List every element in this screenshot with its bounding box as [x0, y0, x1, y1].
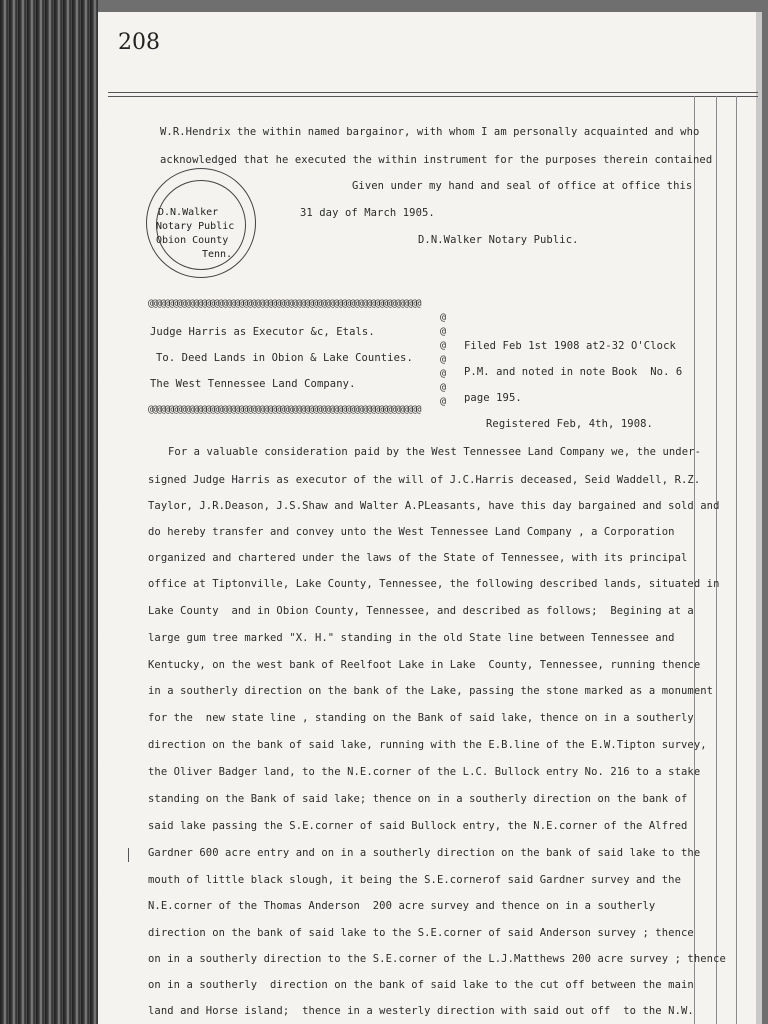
seal-text: Tenn. — [202, 249, 233, 260]
deed-line: signed Judge Harris as executor of the will of J.C.Harris deceased, Seid Waddell, R.Z. — [148, 474, 701, 486]
caption-border-side: @ — [440, 368, 447, 379]
deed-line: in a southerly direction on the bank of the Lake, passing the stone marked as a monument — [148, 685, 714, 697]
notary-signature: D.N.Walker Notary Public. — [418, 234, 579, 246]
caption-border-side: @ — [440, 396, 447, 407]
registered-note: Registered Feb, 4th, 1908. — [486, 418, 653, 430]
filing-note: page 195. — [464, 392, 522, 404]
deed-line: direction on the bank of said lake, running with the E.B.line of the E.W.Tipton survey, — [148, 739, 707, 751]
caption-border-top: @@@@@@@@@@@@@@@@@@@@@@@@@@@@@@@@@@@@@@@@@@@@@@@@@@@@@@@@@@@@@@@@@@ — [148, 298, 420, 309]
deed-line: Lake County and in Obion County, Tennessee, and described as follows; Begining at a — [148, 605, 694, 617]
deed-line: Kentucky, on the west bank of Reelfoot Lake in Lake County, Tennessee, running thence — [148, 659, 701, 671]
deed-line: Taylor, J.R.Deason, J.S.Shaw and Walter A.PLeasants, have this day bargained and sold and — [148, 500, 720, 512]
caption-border-side: @ — [440, 312, 447, 323]
caption-border-side: @ — [440, 326, 447, 337]
caption-border-bottom: @@@@@@@@@@@@@@@@@@@@@@@@@@@@@@@@@@@@@@@@@@@@@@@@@@@@@@@@@@@@@@@@@@ — [148, 404, 420, 415]
ack-date: 31 day of March 1905. — [300, 207, 435, 219]
caption-border-side: @ — [440, 340, 447, 351]
ack-line: Given under my hand and seal of office at office this — [352, 180, 693, 192]
ack-line: acknowledged that he executed the within instrument for the purposes therein contained — [160, 154, 713, 166]
caption-instrument: To. Deed Lands in Obion & Lake Counties. — [156, 352, 413, 364]
deed-line: do hereby transfer and convey unto the West Tennessee Land Company , a Corporation — [148, 526, 675, 538]
deed-line: on in a southerly direction on the bank of said lake to the cut off between the main — [148, 979, 694, 991]
deed-line: Gardner 600 acre entry and on in a southerly direction on the bank of said lake to the — [148, 847, 701, 859]
seal-text: Notary Public — [156, 221, 235, 232]
caption-border-side: @ — [440, 354, 447, 365]
deed-line: said lake passing the S.E.corner of said Bullock entry, the N.E.corner of the Alfred — [148, 820, 688, 832]
deed-line: office at Tiptonville, Lake County, Tennessee, the following described lands, situated in — [148, 578, 720, 590]
caption-parties: Judge Harris as Executor &c, Etals. — [150, 326, 375, 338]
caption-grantee: The West Tennessee Land Company. — [150, 378, 356, 390]
deed-line: direction on the bank of said lake to the S.E.corner of said Anderson survey ; thence — [148, 927, 694, 939]
seal-text: D.N.Walker — [158, 207, 219, 218]
deed-line: N.E.corner of the Thomas Anderson 200 acre survey and thence on in a southerly — [148, 900, 656, 912]
deed-line: large gum tree marked "X. H." standing in the old State line between Tennessee and — [148, 632, 675, 644]
deed-line: the Oliver Badger land, to the N.E.corner of the L.C. Bullock entry No. 216 to a stake — [148, 766, 701, 778]
deed-line: organized and chartered under the laws of the State of Tennessee, with its principal — [148, 552, 688, 564]
deed-line: for the new state line , standing on the Bank of said lake, thence on in a southerly — [148, 712, 694, 724]
page-edge — [756, 12, 762, 1024]
top-rule — [108, 92, 758, 97]
filing-note: P.M. and noted in note Book No. 6 — [464, 366, 683, 378]
deed-line: mouth of little black slough, it being the S.E.cornerof said Gardner survey and the — [148, 874, 681, 886]
column-rule — [736, 96, 737, 1024]
deed-line: standing on the Bank of said lake; thence on in a southerly direction on the bank of — [148, 793, 688, 805]
column-rule — [694, 96, 695, 1024]
caption-border-side: @ — [440, 382, 447, 393]
book-binding — [0, 0, 98, 1024]
filing-note: Filed Feb 1st 1908 at2-32 O'Clock — [464, 340, 676, 352]
deed-line: on in a southerly direction to the S.E.corner of the L.J.Matthews 200 acre survey ; thence — [148, 953, 726, 965]
ack-line: W.R.Hendrix the within named bargainor, with whom I am personally acquainted and who — [160, 126, 700, 138]
seal-text: Obion County — [156, 235, 229, 246]
deed-line: For a valuable consideration paid by the West Tennessee Land Company we, the under- — [168, 446, 701, 458]
page-number: 208 — [118, 30, 160, 55]
margin-mark — [128, 848, 139, 862]
column-rule — [716, 96, 717, 1024]
deed-line: land and Horse island; thence in a westerly direction with said out off to the N.W. — [148, 1005, 694, 1017]
